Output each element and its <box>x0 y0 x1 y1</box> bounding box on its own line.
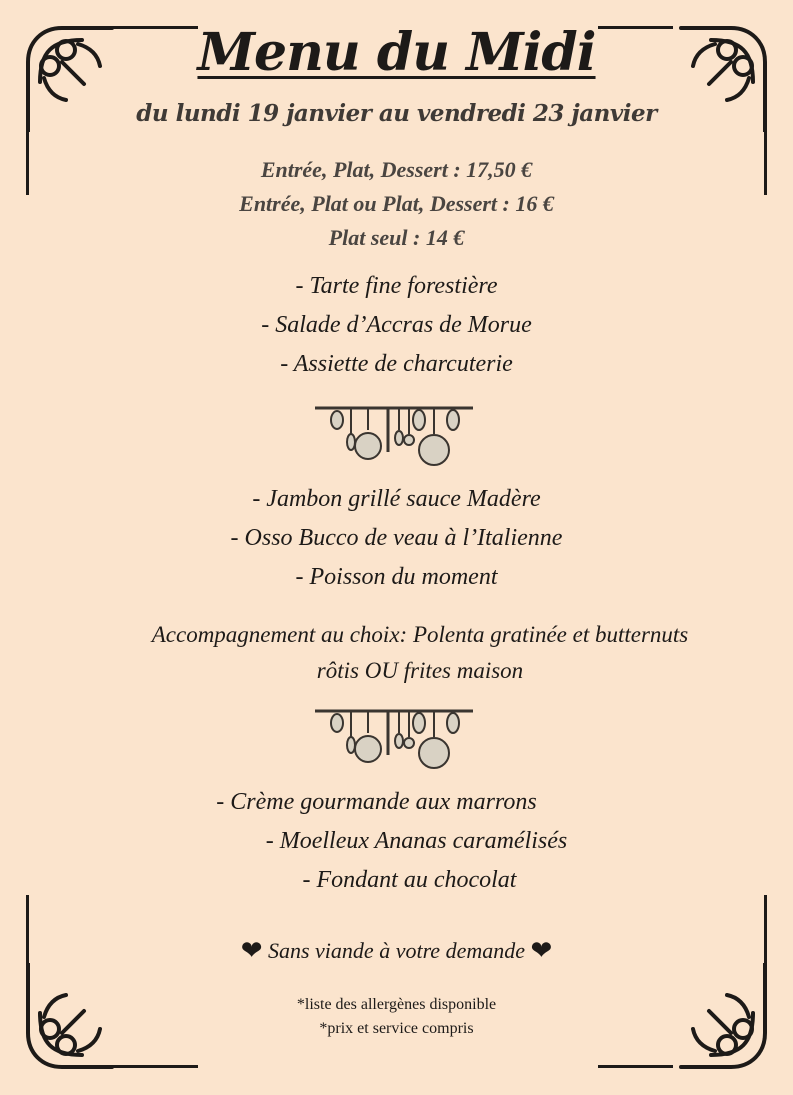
vegetarian-option <box>0 936 793 966</box>
entrees-list <box>0 267 793 384</box>
entree-item: - Assiette de charcuterie <box>280 351 513 377</box>
footer-notes <box>0 993 793 1041</box>
hanging-utensils-icon <box>313 400 475 470</box>
plats-list <box>0 480 793 597</box>
frame-bottom-left-line <box>108 1065 198 1068</box>
hanging-utensils-icon <box>313 703 475 773</box>
dessert-item: - Crème gourmande aux marrons <box>216 789 537 815</box>
menu-title: Menu du Midi <box>197 22 596 83</box>
accompaniment-line: Accompagnement au choix: Polenta gratinée et butternuts <box>151 622 689 647</box>
vegetarian-text: Sans viande à votre demande <box>267 938 525 963</box>
price-formula-two: Entrée, Plat ou Plat, Dessert : 16 € <box>239 191 554 216</box>
price-formula-single: Plat seul : 14 € <box>328 225 465 250</box>
dessert-item: - Moelleux Ananas caramélisés <box>265 828 568 854</box>
accompaniment-note <box>100 617 740 689</box>
desserts-list <box>0 783 793 900</box>
dessert-item: - Fondant au chocolat <box>302 867 517 893</box>
plat-item: - Poisson du moment <box>295 564 498 590</box>
allergen-note: *liste des allergènes disponible <box>296 996 497 1013</box>
price-list <box>0 153 793 255</box>
entree-item: - Tarte fine forestière <box>295 273 498 299</box>
plat-item: - Osso Bucco de veau à l’Italienne <box>230 525 563 551</box>
menu-date-range: du lundi 19 janvier au vendredi 23 janvier <box>136 100 657 127</box>
service-note: *prix et service compris <box>319 1020 474 1037</box>
plat-item: - Jambon grillé sauce Madère <box>252 486 541 512</box>
entree-item: - Salade d’Accras de Morue <box>261 312 532 338</box>
heart-icon: ❤ <box>240 936 263 965</box>
price-formula-full: Entrée, Plat, Dessert : 17,50 € <box>260 157 533 182</box>
frame-bottom-right-line <box>598 1065 673 1068</box>
accompaniment-line: rôtis OU frites maison <box>316 658 524 683</box>
heart-icon: ❤ <box>530 936 553 965</box>
